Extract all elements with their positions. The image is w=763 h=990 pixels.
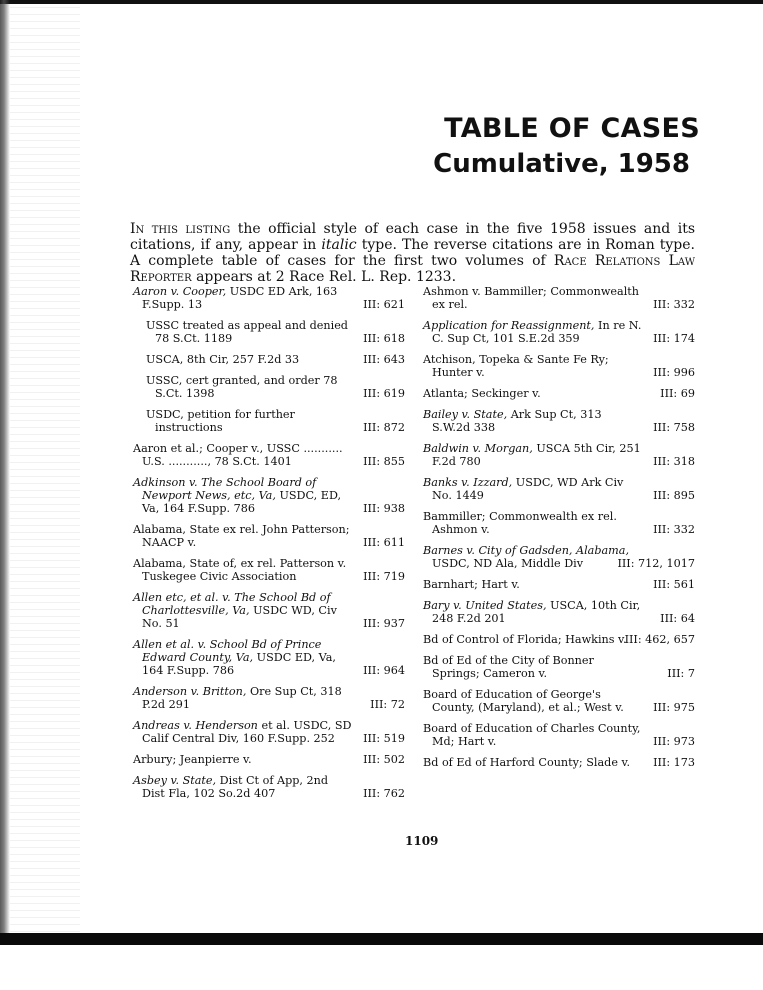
case-entry bbox=[423, 319, 695, 345]
case-detail: Atlanta; Seckinger v. bbox=[423, 387, 541, 400]
case-detail: Ore Sup Ct, 318 P.2d 291 bbox=[142, 685, 342, 711]
case-reference: III: 762 bbox=[363, 787, 405, 800]
case-detail: et al. USDC, SD Calif Central Div, 160 F.Supp. 252 bbox=[142, 719, 352, 745]
case-reference: III: 643 bbox=[363, 353, 405, 366]
case-entry bbox=[423, 654, 695, 680]
case-name: Anderson v. Britton, bbox=[133, 685, 247, 698]
case-entry bbox=[133, 591, 405, 630]
case-detail: USDC, WD Ark Civ No. 1449 bbox=[432, 476, 624, 502]
case-reference: III: 975 bbox=[653, 701, 695, 714]
case-detail: Ashmon v. Bammiller; Commonwealth ex rel. bbox=[423, 285, 639, 311]
case-name: Allen etc, et al. v. The School Bd of Charlottesville, Va, bbox=[133, 591, 331, 617]
case-detail: Alabama, State of, ex rel. Patterson v. Tuskegee Civic Association bbox=[133, 557, 347, 583]
case-name: Barnes v. City of Gadsden, Alabama, bbox=[423, 544, 630, 557]
case-detail: USDC ED, Va, 164 F.Supp. 786 bbox=[142, 651, 336, 677]
case-reference: III: 621 bbox=[363, 298, 405, 311]
case-entry bbox=[133, 353, 405, 366]
case-detail: Ark Sup Ct, 313 S.W.2d 338 bbox=[432, 408, 602, 434]
case-entry bbox=[133, 685, 405, 711]
case-reference: III: 973 bbox=[653, 735, 695, 748]
case-entry bbox=[133, 523, 405, 549]
case-reference: III: 69 bbox=[660, 387, 695, 400]
case-entry bbox=[423, 510, 695, 536]
right-case-column bbox=[423, 285, 695, 769]
intro-part2: type. The reverse citations are in Roman type. A complete table of cases for the first two volumes of bbox=[130, 237, 695, 269]
case-reference: III: 332 bbox=[653, 298, 695, 311]
case-detail: Bammiller; Commonwealth ex rel. Ashmon v. bbox=[423, 510, 617, 536]
case-reference: III: 173 bbox=[653, 756, 695, 769]
case-detail: USDC, ED, Va, 164 F.Supp. 786 bbox=[142, 489, 342, 515]
case-reference: III: 519 bbox=[363, 732, 405, 745]
case-reference: III: 712, 1017 bbox=[617, 557, 695, 570]
case-entry bbox=[423, 387, 695, 400]
intro-paragraph bbox=[130, 221, 695, 285]
case-reference: III: 332 bbox=[653, 523, 695, 536]
case-entry bbox=[423, 756, 695, 769]
case-reference: III: 611 bbox=[363, 536, 405, 549]
intro-part3: appears at 2 Race Rel. L. Rep. 1233. bbox=[191, 269, 457, 285]
case-reference: III: 619 bbox=[363, 387, 405, 400]
page-subtitle: Cumulative, 1958 bbox=[433, 149, 690, 179]
case-entry bbox=[133, 557, 405, 583]
case-detail: Bd of Ed of the City of Bonner Springs; Cameron v. bbox=[423, 654, 594, 680]
case-reference: III: 895 bbox=[653, 489, 695, 502]
left-case-column bbox=[133, 285, 405, 800]
intro-italic-word: italic bbox=[321, 237, 357, 253]
case-reference: III: 462, 657 bbox=[624, 633, 695, 646]
case-reference: III: 937 bbox=[363, 617, 405, 630]
case-entry bbox=[133, 285, 405, 311]
binding-artifact bbox=[10, 0, 80, 990]
case-detail: USCA, 8th Cir, 257 F.2d 33 bbox=[146, 353, 300, 366]
bottom-dark-band bbox=[0, 933, 763, 945]
case-detail: Bd of Ed of Harford County; Slade v. bbox=[423, 756, 631, 769]
case-entry bbox=[423, 544, 695, 570]
case-detail: USDC, petition for further instructions bbox=[146, 408, 295, 434]
intro-part1: the official style of each case in the five 1958 issues and its citations, if any, appear in bbox=[130, 221, 696, 253]
case-detail: USDC ED Ark, 163 F.Supp. 13 bbox=[142, 285, 338, 311]
case-entry bbox=[133, 408, 405, 434]
intro-reporter-title: Race Relations Law Reporter bbox=[130, 253, 695, 285]
case-entry bbox=[423, 353, 695, 379]
case-reference: III: 719 bbox=[363, 570, 405, 583]
case-reference: III: 174 bbox=[653, 332, 695, 345]
case-name: Andreas v. Henderson bbox=[133, 719, 258, 732]
case-name: Asbey v. State, bbox=[133, 774, 217, 787]
case-entry bbox=[133, 774, 405, 800]
case-name: Banks v. Izzard, bbox=[423, 476, 513, 489]
case-entry bbox=[423, 688, 695, 714]
case-entry bbox=[423, 633, 695, 646]
case-reference: III: 938 bbox=[363, 502, 405, 515]
page-title: TABLE OF CASES bbox=[444, 113, 700, 144]
case-entry bbox=[133, 374, 405, 400]
case-reference: III: 561 bbox=[653, 578, 695, 591]
case-name: Baldwin v. Morgan, bbox=[423, 442, 533, 455]
case-entry bbox=[423, 578, 695, 591]
case-entry bbox=[133, 638, 405, 677]
case-name: Aaron v. Cooper, bbox=[133, 285, 227, 298]
case-entry bbox=[133, 753, 405, 766]
case-entry bbox=[133, 719, 405, 745]
case-detail: Barnhart; Hart v. bbox=[423, 578, 520, 591]
case-detail: Alabama, State ex rel. John Patterson; NAACP v. bbox=[133, 523, 350, 549]
case-entry bbox=[133, 319, 405, 345]
case-detail: Bd of Control of Florida; Hawkins v. bbox=[423, 633, 627, 646]
case-entry bbox=[133, 442, 405, 468]
case-reference: III: 7 bbox=[667, 667, 695, 680]
page-edge-shadow bbox=[0, 0, 10, 990]
case-detail: USSC treated as appeal and denied 78 S.Ct. 1189 bbox=[146, 319, 348, 345]
case-detail: USDC WD, Civ No. 51 bbox=[142, 604, 337, 630]
case-name: Bailey v. State, bbox=[423, 408, 508, 421]
case-detail: In re N. C. Sup Ct, 101 S.E.2d 359 bbox=[432, 319, 642, 345]
case-entry bbox=[423, 599, 695, 625]
case-entry bbox=[423, 476, 695, 502]
case-reference: III: 855 bbox=[363, 455, 405, 468]
case-reference: III: 872 bbox=[363, 421, 405, 434]
case-entry bbox=[133, 476, 405, 515]
bottom-margin bbox=[0, 945, 763, 990]
case-name: Adkinson v. The School Board of Newport News, etc, Va, bbox=[133, 476, 317, 502]
case-reference: III: 64 bbox=[660, 612, 695, 625]
case-entry bbox=[423, 408, 695, 434]
case-reference: III: 502 bbox=[363, 753, 405, 766]
case-reference: III: 318 bbox=[653, 455, 695, 468]
case-entry bbox=[423, 285, 695, 311]
intro-lead: In this listing bbox=[130, 221, 231, 237]
case-detail: Arbury; Jeanpierre v. bbox=[133, 753, 252, 766]
case-detail: Dist Ct of App, 2nd Dist Fla, 102 So.2d 407 bbox=[142, 774, 329, 800]
case-name: Application for Reassignment, bbox=[423, 319, 595, 332]
case-detail: Board of Education of Charles County, Md; Hart v. bbox=[423, 722, 641, 748]
case-citation bbox=[133, 685, 405, 711]
case-citation bbox=[423, 387, 695, 400]
case-reference: III: 996 bbox=[653, 366, 695, 379]
case-name: Allen et al. v. School Bd of Prince Edward County, Va, bbox=[133, 638, 322, 664]
case-detail: Aaron et al.; Cooper v., USSC ........... U.S. ..........., 78 S.Ct. 1401 bbox=[133, 442, 343, 468]
top-rule bbox=[0, 0, 763, 4]
case-reference: III: 72 bbox=[370, 698, 405, 711]
case-detail: USDC, ND Ala, Middle Div bbox=[432, 557, 584, 570]
case-reference: III: 618 bbox=[363, 332, 405, 345]
case-detail: Board of Education of George's County, (Maryland), et al.; West v. bbox=[423, 688, 624, 714]
case-detail: USCA, 10th Cir, 248 F.2d 201 bbox=[432, 599, 641, 625]
case-detail: Atchison, Topeka & Sante Fe Ry; Hunter v. bbox=[423, 353, 609, 379]
case-reference: III: 964 bbox=[363, 664, 405, 677]
case-name: Bary v. United States, bbox=[423, 599, 547, 612]
page-number: 1109 bbox=[405, 834, 439, 848]
case-entry bbox=[423, 442, 695, 468]
case-detail: USSC, cert granted, and order 78 S.Ct. 1398 bbox=[146, 374, 338, 400]
case-citation bbox=[423, 654, 695, 680]
case-citation bbox=[423, 599, 695, 625]
case-detail: USCA 5th Cir, 251 F.2d 780 bbox=[432, 442, 641, 468]
case-entry bbox=[423, 722, 695, 748]
case-reference: III: 758 bbox=[653, 421, 695, 434]
